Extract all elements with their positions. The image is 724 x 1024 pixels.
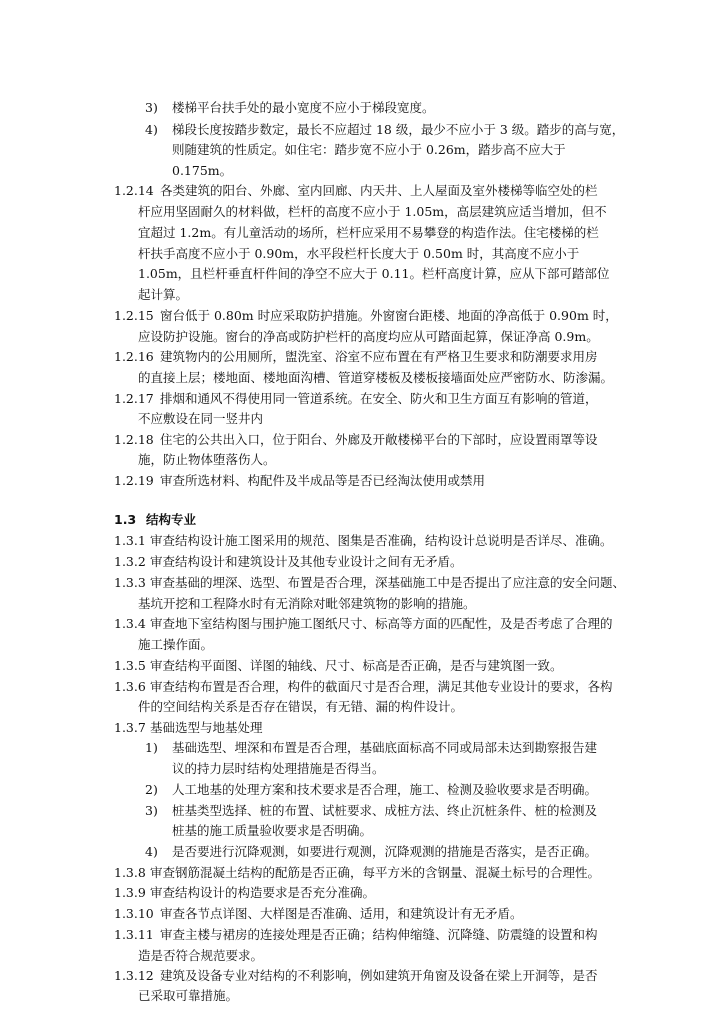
list-item-number: 3) bbox=[145, 100, 158, 115]
clause-text: 审查结构布置是否合理，构件的截面尺寸是否合理，满足其他专业设计的要求，各构 bbox=[150, 679, 613, 694]
clause-number: 1.2.14 bbox=[114, 183, 154, 198]
clause-number: 1.3.7 bbox=[114, 720, 146, 735]
clause-text: 的直接上层；楼地面、楼地面沟槽、管道穿楼板及楼板接墙面处应严密防水、防渗漏。 bbox=[138, 370, 614, 385]
section-number: 1.3 bbox=[114, 512, 137, 527]
list-item-text: 则随建筑的性质定。如住宅：踏步宽不应小于 0.26m，踏步高不应大于 bbox=[172, 142, 566, 157]
clause-text: 杆扶手高度不应小于 0.90m，水平段栏杆长度大于 0.50m 时，其高度不应小于 bbox=[138, 246, 580, 261]
clause-number: 1.3.11 bbox=[114, 927, 154, 942]
clause-text: 审查结构平面图、详图的轴线、尺寸、标高是否正确，是否与建筑图一致。 bbox=[150, 658, 563, 673]
clause-number: 1.2.15 bbox=[114, 308, 154, 323]
clause-text: 宜超过 1.2m。有儿童活动的场所，栏杆应采用不易攀登的构造作法。住宅楼梯的栏 bbox=[138, 225, 599, 240]
clause-number: 1.3.10 bbox=[114, 906, 154, 921]
clause-text: 住宅的公共出入口，位于阳台、外廊及开敞楼梯平台的下部时，应设置雨罩等设 bbox=[160, 432, 598, 447]
clause-text: 件的空间结构关系是否存在错误，有无错、漏的构件设计。 bbox=[138, 699, 464, 714]
list-item-number: 3) bbox=[145, 803, 158, 818]
clause-text: 审查基础的埋深、选型、布置是否合理，深基础施工中是否提出了应注意的安全问题、 bbox=[150, 575, 626, 590]
clause-number: 1.3.5 bbox=[114, 658, 146, 673]
clause-number: 1.3.2 bbox=[114, 554, 146, 569]
list-item-text: 人工地基的处理方案和技术要求是否合理，施工、检测及验收要求是否明确。 bbox=[172, 782, 598, 797]
clause-number: 1.3.4 bbox=[114, 616, 146, 631]
clause-number: 1.2.17 bbox=[114, 391, 154, 406]
clause-text: 窗台低于 0.80m 时应采取防护措施。外窗窗台距楼、地面的净高低于 0.90m 时， bbox=[160, 308, 618, 323]
clause-text: 审查主楼与裙房的连接处理是否正确；结构伸缩缝、沉降缝、防震缝的设置和构 bbox=[160, 927, 598, 942]
clause-text: 1.05m，且栏杆垂直杆件间的净空不应大于 0.11。栏杆高度计算，应从下部可踏部位 bbox=[138, 266, 610, 281]
clause-number: 1.2.16 bbox=[114, 349, 154, 364]
list-item-text: 议的持力层时结构处理措施是否得当。 bbox=[172, 761, 385, 776]
clause-text: 审查钢筋混凝土结构的配筋是否正确，每平方米的含钢量、混凝土标号的合理性。 bbox=[150, 865, 601, 880]
clause-text: 建筑物内的公用厕所，盥洗室、浴室不应布置在有严格卫生要求和防潮要求用房 bbox=[160, 349, 598, 364]
list-item-number: 4) bbox=[145, 844, 158, 859]
clause-text: 各类建筑的阳台、外廊、室内回廊、内天井、上人屋面及室外楼梯等临空处的栏 bbox=[160, 183, 598, 198]
list-item-number: 1) bbox=[145, 740, 158, 755]
clause-number: 1.2.19 bbox=[114, 473, 154, 488]
clause-number: 1.3.1 bbox=[114, 533, 146, 548]
clause-text: 基础选型与地基处理 bbox=[150, 720, 263, 735]
clause-text: 排烟和通风不得使用同一管道系统。在安全、防火和卫生方面互有影响的管道， bbox=[160, 391, 598, 406]
list-item-text: 基础选型、埋深和布置是否合理，基础底面标高不同或局部未达到勘察报告建 bbox=[172, 740, 598, 755]
clause-number: 1.3.8 bbox=[114, 865, 146, 880]
clause-text: 审查各节点详图、大样图是否准确、适用，和建筑设计有无矛盾。 bbox=[160, 906, 523, 921]
section-title: 结构专业 bbox=[146, 512, 197, 527]
clause-text: 起计算。 bbox=[138, 287, 189, 302]
clause-text: 施，防止物体堕落伤人。 bbox=[138, 452, 276, 467]
clause-number: 1.3.12 bbox=[114, 968, 154, 983]
list-item-text: 楼梯平台扶手处的最小宽度不应小于梯段宽度。 bbox=[172, 100, 435, 115]
list-item-number: 4) bbox=[145, 122, 158, 137]
list-item-number: 2) bbox=[145, 782, 158, 797]
list-item-text: 0.175m。 bbox=[172, 163, 233, 178]
list-item-text: 是否要进行沉降观测，如要进行观测，沉降观测的措施是否落实，是否正确。 bbox=[172, 844, 598, 859]
clause-number: 1.3.3 bbox=[114, 575, 146, 590]
clause-text: 施工操作面。 bbox=[138, 637, 214, 652]
clause-text: 审查结构设计的构造要求是否充分准确。 bbox=[150, 885, 376, 900]
clause-text: 不应敷设在同一竖井内 bbox=[138, 411, 264, 426]
clause-text: 审查所选材料、构配件及半成品等是否已经淘汰使用或禁用 bbox=[160, 473, 486, 488]
clause-text: 杆应用坚固耐久的材料做，栏杆的高度不应小于 1.05m，高层建筑应适当增加，但不 bbox=[138, 204, 607, 219]
clause-number: 1.3.9 bbox=[114, 885, 146, 900]
clause-number: 1.2.18 bbox=[114, 432, 154, 447]
clause-text: 基坑开挖和工程降水时有无消除对毗邻建筑物的影响的措施。 bbox=[138, 596, 476, 611]
clause-text: 建筑及设备专业对结构的不利影响，例如建筑开角窗及设备在梁上开洞等，是否 bbox=[160, 968, 598, 983]
clause-number: 1.3.6 bbox=[114, 679, 146, 694]
clause-text: 审查结构设计和建筑设计及其他专业设计之间有无矛盾。 bbox=[150, 554, 463, 569]
clause-text: 造是否符合规范要求。 bbox=[138, 948, 264, 963]
clause-text: 审查结构设计施工图采用的规范、图集是否准确，结构设计总说明是否详尽、准确。 bbox=[150, 533, 613, 548]
list-item-text: 桩基类型选择、桩的布置、试桩要求、成桩方法、终止沉桩条件、桩的检测及 bbox=[172, 803, 598, 818]
list-item-text: 桩基的施工质量验收要求是否明确。 bbox=[172, 823, 373, 838]
clause-text: 应设防护设施。窗台的净高或防护栏杆的高度均应从可踏面起算，保证净高 0.9m。 bbox=[138, 329, 599, 344]
list-item-text: 梯段长度按踏步数定，最长不应超过 18 级，最少不应小于 3 级。踏步的高与宽， bbox=[172, 122, 625, 137]
clause-text: 审查地下室结构图与围护施工图纸尺寸、标高等方面的匹配性，及是否考虑了合理的 bbox=[150, 616, 613, 631]
clause-text: 已采取可靠措施。 bbox=[138, 988, 239, 1003]
